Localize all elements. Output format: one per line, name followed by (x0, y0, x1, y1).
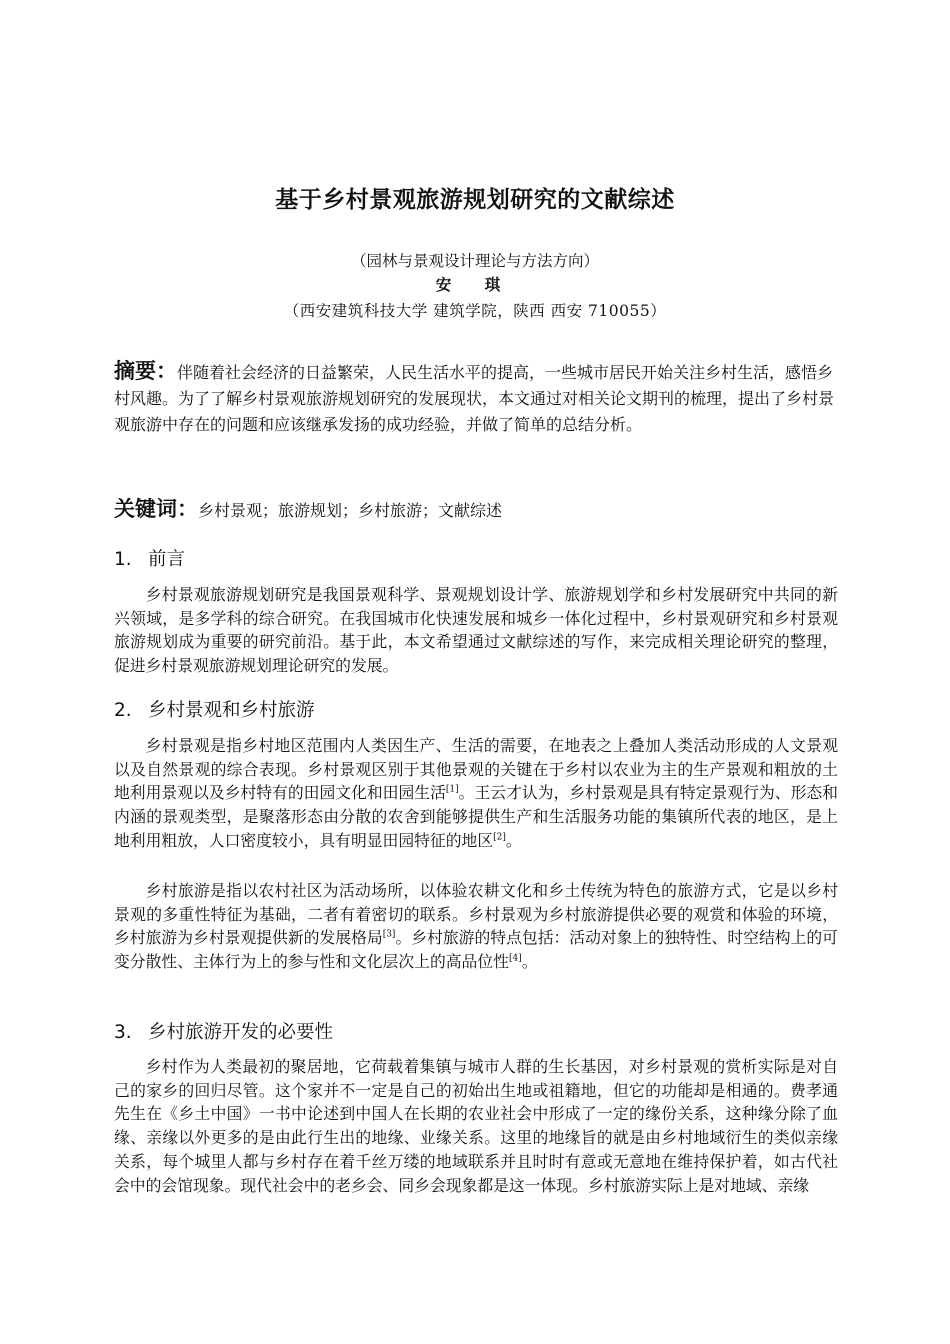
keywords-text: 乡村景观；旅游规划；乡村旅游；文献综述 (198, 501, 503, 520)
abstract-label: 摘要： (114, 359, 177, 383)
section-heading-2 (114, 696, 838, 722)
paragraph: 乡村作为人类最初的聚居地，它荷载着集镇与城市人群的生长基因，对乡村景观的赏析实际是对自己的家乡的回归尽管。这个家并不一定是自己的初始出生地或祖籍地，但它的功能却是相通的。费孝通先生在《乡土中国》一书中论述到中国人在长期的农业社会中形成了一定的缘份关系，这种缘分除了血缘、亲缘以外更多的是由此行生出的地缘、业缘关系。这里的地缘旨的就是由乡村地域衍生的类似亲缘关系，每个城里人都与乡村存在着千丝万缕的地域联系并且时时有意或无意地在维持保护着，如古代社会中的会馆现象。现代社会中的老乡会、同乡会现象都是这一体现。乡村旅游实际上是对地域、亲缘 (114, 1057, 838, 1195)
paper-subtitle: （园林与景观设计理论与方法方向） (350, 252, 599, 270)
paragraph-text: 。王云才认为，乡村景观是具有特定景观行为、形态和内涵的景观类型，是聚落形态由分散的农舍到能够提供生产和生活服务功能的集镇所代表的地区，是上地利用粗放，人口密度较小，具有明显田园特征的地区 (114, 783, 838, 850)
abstract-text: 伴随着社会经济的日益繁荣，人民生活水平的提高，一些城市居民开始关注乡村生活，感悟乡村风趣。为了了解乡村景观旅游规划研究的发展现状，本文通过对相关论文期刊的梳理，提出了乡村景观旅游中存在的问题和应该继承发扬的成功经验，并做了简单的总结分析。 (114, 363, 835, 434)
paragraph: 乡村景观旅游规划研究是我国景观科学、景观规划设计学、旅游规划学和乡村发展研究中共同的新兴领域，是多学科的综合研究。在我国城市化快速发展和城乡一体化过程中，乡村景观研究和乡村景观旅游规划成为重要的研究前沿。基于此，本文希望通过文献综述的写作，来完成相关理论研究的整理，促进乡村景观旅游规划理论研究的发展。 (114, 585, 838, 676)
section-title: 前言 (148, 549, 186, 570)
keywords-label: 关键词： (114, 497, 198, 521)
section-heading-3 (114, 1018, 838, 1044)
section-number: 2. (114, 700, 132, 721)
author-affiliation: （西安建筑科技大学 建筑学院，陕西 西安 710055） (283, 302, 667, 320)
paragraph (114, 879, 838, 974)
section-number: 3. (114, 1022, 132, 1043)
paragraph-text: 乡村旅游是指以农村社区为活动场所，以体验农耕文化和乡土传统为特色的旅游方式，它是以乡村景观的多重性特征为基础，二者有着密切的联系。乡村景观为乡村旅游提供必要的观赏和体验的环境，乡村旅游为乡村景观提供新的发展格局 (114, 881, 838, 948)
paragraph-text: 。 (505, 830, 522, 850)
citation: [2] (493, 832, 506, 843)
paragraph-text: 。 (521, 952, 538, 972)
citation: [3] (382, 930, 396, 941)
section-heading-1 (114, 545, 838, 571)
section-number: 1. (114, 549, 132, 570)
section-title: 乡村旅游开发的必要性 (148, 1022, 334, 1043)
paragraph-text: 。乡村旅游的特点包括：活动对象上的独特性、时空结构上的可变分散性、主体行为上的参与性和文化层次上的高品位性 (114, 928, 838, 972)
keywords (114, 494, 838, 526)
paragraph (114, 734, 838, 853)
citation: [4] (508, 953, 522, 964)
author-name: 安 琪 (435, 275, 515, 294)
section-title: 乡村景观和乡村旅游 (148, 700, 315, 721)
paper-title: 基于乡村景观旅游规划研究的文献综述 (275, 187, 675, 213)
citation: [1] (445, 785, 459, 796)
paragraph-text: 乡村景观是指乡村地区范围内人类因生产、生活的需要，在地表之上叠加人类活动形成的人文景观以及自然景观的综合表现。乡村景观区别于其他景观的关键在于乡村以农业为主的生产景观和粗放的土地利用景观以及乡村特有的田园文化和田园生活 (114, 736, 838, 803)
abstract (114, 358, 838, 438)
